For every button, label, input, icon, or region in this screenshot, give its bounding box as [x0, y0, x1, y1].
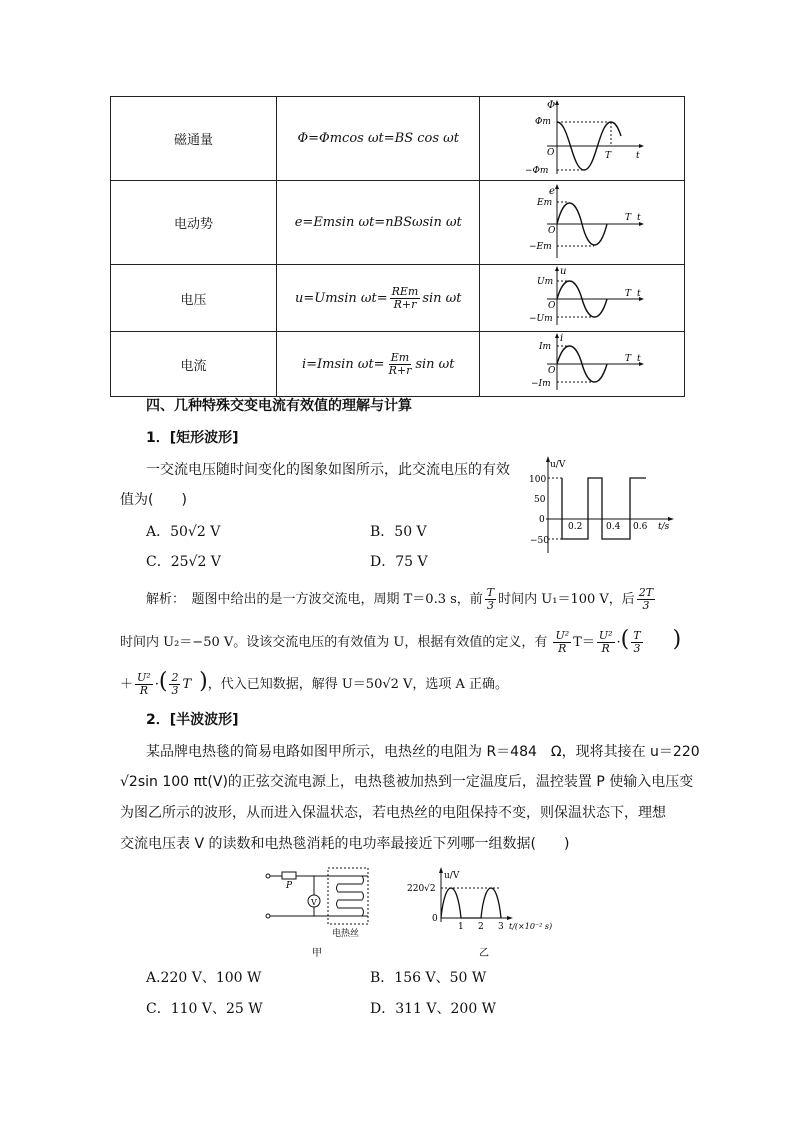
heating-wire-label: 电热丝: [332, 929, 360, 939]
svg-text:t: t: [637, 354, 641, 364]
q2-option-b: B．156 V、50 W: [370, 970, 487, 986]
q2-heading: 2．[半波波形]: [146, 712, 239, 728]
q1-square-wave-graph: [528, 455, 678, 555]
svg-text:T: T: [625, 289, 632, 299]
svg-text:t: t: [637, 289, 641, 299]
q1-heading: 1．[矩形波形]: [146, 430, 239, 446]
svg-text:Φm: Φm: [535, 116, 552, 127]
svg-text:2: 2: [478, 922, 484, 932]
q1-solution-line2: 时间内 U₂＝−50 V。设该交流电压的有效值为 U，根据有效值的定义，有 $\frac{\text{U²}}{R}$ T＝ $\frac{\text{U²}}{R}$ ·( $\frac{T}{3}$ ): [120, 627, 682, 655]
row-name: 电流: [111, 332, 277, 397]
section-title: 四、几种特殊交变电流有效值的理解与计算: [146, 398, 412, 414]
q1-stem-line2: 值为( ): [120, 492, 187, 508]
svg-text:0.4: 0.4: [606, 522, 621, 532]
svg-text:P: P: [286, 881, 293, 891]
svg-text:0: 0: [432, 914, 438, 924]
svg-text:u/V: u/V: [550, 460, 566, 470]
q2-option-c: C．110 V、25 W: [146, 1001, 263, 1017]
row-formula: i=Imsin ωt= $\frac{Em}{R+r}$ sin ωt: [277, 332, 480, 397]
svg-text:V: V: [311, 898, 317, 907]
row-formula: Φ=Φmcos ωt=BS cos ωt: [277, 97, 480, 181]
row-graph: [480, 265, 685, 332]
svg-text:−Um: −Um: [529, 314, 553, 324]
q1-solution-line1: 解析： 题图中给出的是一方波交流电，周期 T＝0.3 s，前 $\frac{T}{3}$ 时间内 U₁＝100 V，后 $\frac{2T}{3}$: [146, 586, 654, 612]
q1-option-d: D．75 V: [370, 554, 428, 570]
svg-text:O: O: [548, 301, 556, 311]
svg-text:3: 3: [498, 922, 504, 932]
svg-text:Um: Um: [537, 277, 554, 287]
q1-stem-line1: 一交流电压随时间变化的图象如图所示，此交流电压的有效: [146, 462, 510, 478]
svg-text:u: u: [560, 266, 567, 277]
svg-text:T: T: [605, 150, 612, 161]
formula-table: [110, 96, 685, 397]
row-name: 磁通量: [111, 97, 277, 181]
q2-stem-line1: 某品牌电热毯的简易电路如图甲所示，电热丝的电阻为 R＝484 Ω，现将其接在 u＝220: [146, 744, 700, 760]
svg-text:O: O: [547, 147, 555, 158]
svg-text:O: O: [548, 225, 556, 236]
emf-sin-graph: [517, 182, 647, 260]
svg-text:220√2: 220√2: [407, 884, 436, 894]
graph-top-label: Φ: [547, 99, 556, 111]
svg-text:t: t: [637, 212, 641, 223]
row-graph: [480, 97, 685, 181]
svg-text:i: i: [560, 333, 564, 344]
row-graph: [480, 332, 685, 397]
row-formula: u=Umsin ωt= $\frac{\text{REm}}{R+r}$ sin ωt: [277, 265, 480, 332]
svg-text:0.2: 0.2: [568, 522, 583, 532]
row-name: 电动势: [111, 181, 277, 265]
svg-text:t: t: [636, 150, 640, 161]
q1-option-c: C．25√2 V: [146, 554, 221, 570]
q2-stem-line3: 为图乙所示的波形，从而进入保温状态，若电热丝的电阻保持不变，则保温状态下，理想: [120, 805, 666, 821]
svg-text:Em: Em: [537, 197, 553, 208]
svg-text:100: 100: [529, 475, 547, 485]
svg-text:t/s: t/s: [658, 522, 670, 532]
flux-cos-graph: [517, 98, 647, 176]
row-formula: e=Emsin ωt=nBSωsin ωt: [277, 181, 480, 265]
q1-solution-line3: ＋ $\frac{\text{U²}}{R}$ ·( $\frac{2}{3}$ T )，代入已知数据，解得 U＝50√2 V，选项 A 正确。: [120, 669, 509, 697]
svg-text:−Em: −Em: [529, 241, 552, 252]
row-name: 电压: [111, 265, 277, 332]
q2-half-wave-graph: [405, 866, 575, 962]
svg-text:t/(×10⁻² s): t/(×10⁻² s): [509, 922, 553, 931]
q2-stem-line2: √2sin 100 πt(V)的正弦交流电源上，电热毯被加热到一定温度后，温控装置 P 使输入电压变: [120, 774, 694, 790]
q2-option-a: A.220 V、100 W: [146, 970, 262, 986]
q1-option-b: B．50 V: [370, 524, 427, 540]
svg-text:0.6: 0.6: [633, 522, 648, 532]
current-sin-graph: [517, 332, 647, 392]
q1-option-a: A．50√2 V: [146, 524, 221, 540]
svg-text:50: 50: [534, 495, 546, 505]
circuit-caption: 甲: [312, 948, 322, 958]
svg-text:O: O: [548, 366, 556, 376]
svg-text:T: T: [625, 212, 632, 223]
row-graph: [480, 181, 685, 265]
svg-text:T: T: [625, 354, 632, 364]
graph-caption: 乙: [479, 948, 489, 959]
svg-text:−Im: −Im: [531, 379, 551, 389]
q2-stem-line4: 交流电压表 V 的读数和电热毯消耗的电功率最接近下列哪一组数据( ): [120, 836, 570, 852]
svg-text:e: e: [549, 185, 556, 197]
voltage-sin-graph: [517, 265, 647, 327]
svg-text:−Φm: −Φm: [525, 165, 549, 176]
q2-circuit-diagram: [262, 862, 382, 958]
thermostat-p: [282, 872, 296, 879]
svg-text:1: 1: [458, 922, 464, 932]
svg-text:0: 0: [539, 515, 545, 525]
q2-option-d: D．311 V、200 W: [370, 1001, 497, 1017]
svg-text:u/V: u/V: [444, 871, 460, 881]
svg-text:Im: Im: [539, 342, 552, 352]
svg-text:−50: −50: [530, 536, 549, 546]
